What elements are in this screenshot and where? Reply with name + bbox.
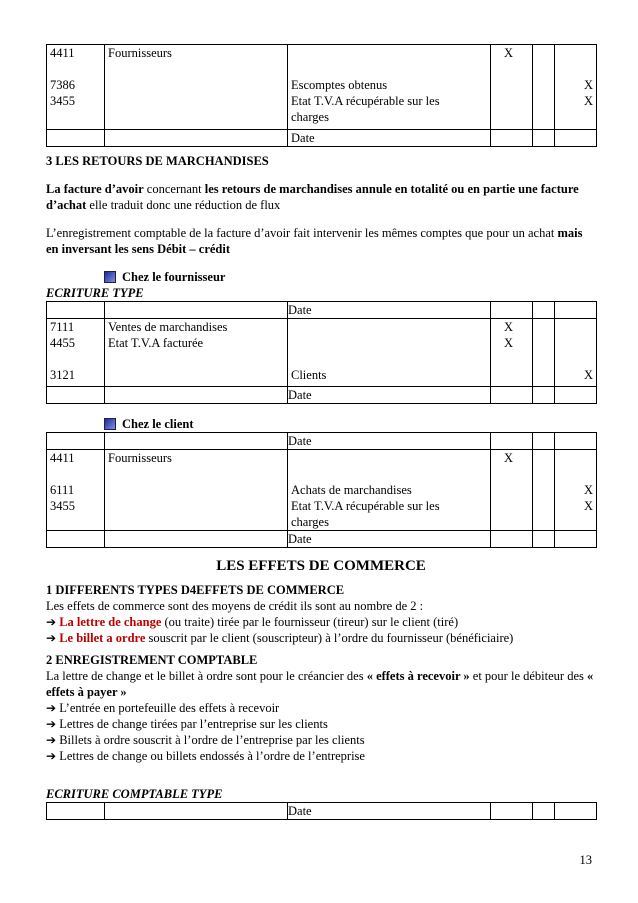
square-bullet-icon	[104, 271, 116, 283]
document-page	[46, 44, 596, 820]
ledger-table-2	[46, 301, 597, 404]
list-item: ➔ Lettres de change tirées par l’entreprise sur les clients	[46, 717, 328, 731]
date-cell: Date	[288, 433, 491, 450]
date-cell: Date	[288, 302, 491, 319]
paragraph-moyens-credit: Les effets de commerce sont des moyens de crédit ils sont au nombre de 2 :	[46, 599, 424, 613]
list-item: ➔ Lettres de change ou billets endossés à l’ordre de l’entreprise	[46, 749, 365, 763]
page-title: LES EFFETS DE COMMERCE	[216, 558, 426, 574]
arrow-right-icon: ➔	[46, 701, 57, 715]
credit-label: Escomptes obtenus Etat T.V.A récupérable sur les charges	[288, 45, 491, 130]
ecriture-comptable-label: ECRITURE COMPTABLE TYPE	[46, 787, 223, 801]
credit-column: X	[555, 319, 597, 387]
section-heading-retours: 3 LES RETOURS DE MARCHANDISES	[46, 154, 269, 168]
credit-column: X X	[555, 45, 597, 130]
paragraph-facture-avoir: La facture d’avoir concernant les retours de marchandises annule en totalité ou en partie une facture d’achat elle traduit donc une réduction de flux	[46, 182, 579, 212]
paragraph-enregistrement: L’enregistrement comptable de la facture d’avoir fait intervenir les mêmes comptes que pour un achat mais en inversant les sens Débit – crédit	[46, 226, 583, 256]
debit-column: X X	[491, 319, 533, 387]
list-item-billet-ordre: ➔ Le billet a ordre souscrit par le client (souscripteur) à l’ordre du fournisseur (bénéficiaire)	[46, 631, 514, 645]
bullet-chez-client: Chez le client	[104, 416, 596, 432]
debit-label: Ventes de marchandises Etat T.V.A facturée	[105, 319, 288, 387]
date-cell: Date	[288, 531, 491, 548]
ledger-table-3	[46, 432, 597, 548]
spacer-column	[533, 45, 555, 130]
credit-column: X X	[555, 450, 597, 531]
arrow-right-icon: ➔	[46, 717, 57, 731]
arrow-right-icon: ➔	[46, 631, 57, 645]
account-numbers: 4411 7386 3455	[47, 45, 105, 130]
debit-column: X	[491, 450, 533, 531]
ledger-table-4	[46, 802, 597, 820]
ledger-table-1	[46, 44, 597, 147]
bullet-chez-fournisseur: Chez le fournisseur	[104, 269, 596, 285]
date-cell: Date	[288, 130, 491, 147]
arrow-right-icon: ➔	[46, 615, 57, 629]
arrow-right-icon: ➔	[46, 749, 57, 763]
account-numbers: 7111 4455 3121	[47, 319, 105, 387]
debit-column: X	[491, 45, 533, 130]
list-item: ➔ Billets à ordre souscrit à l’ordre de l’entreprise par les clients	[46, 733, 365, 747]
ecriture-type-label: ECRITURE TYPE	[46, 286, 144, 300]
date-cell: Date	[288, 387, 491, 404]
credit-label: Achats de marchandises Etat T.V.A récupérable sur les charges	[288, 450, 491, 531]
page-number: 13	[579, 853, 592, 867]
list-item-lettre-change: ➔ La lettre de change (ou traite) tirée par le fournisseur (tireur) sur le client (tiré)	[46, 615, 459, 629]
date-cell: Date	[288, 803, 491, 820]
arrow-right-icon: ➔	[46, 733, 57, 747]
list-item: ➔ L’entrée en portefeuille des effets à recevoir	[46, 701, 280, 715]
debit-label: Fournisseurs	[105, 450, 288, 531]
debit-label: Fournisseurs	[105, 45, 288, 130]
section-heading-types: 1 DIFFERENTS TYPES D4EFFETS DE COMMERCE	[46, 583, 345, 597]
credit-label: Clients	[288, 319, 491, 387]
square-bullet-icon	[104, 418, 116, 430]
section-heading-enregistrement: 2 ENREGISTREMENT COMPTABLE	[46, 653, 258, 667]
paragraph-creancier: La lettre de change et le billet à ordre sont pour le créancier des « effets à recevoir » et pour le débiteur des « effets à payer »	[46, 669, 594, 699]
account-numbers: 4411 6111 3455	[47, 450, 105, 531]
